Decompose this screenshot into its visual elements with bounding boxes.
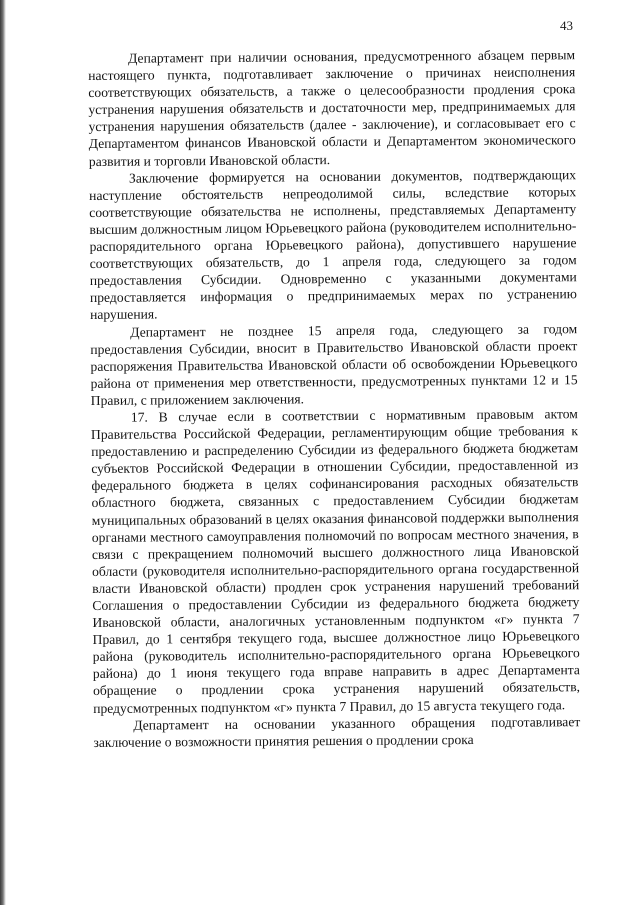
paragraph-conclusion-preparation: Департамент при наличии основания, предусмотренного абзацем первым настоящего пункта, подготавливает заключение о причинах неисполнения соответствующих обязательств, а также о целесообразности продления срока устранения нарушения обязательств и достаточности мер, предпринимаемых для устранения нарушения обязательств (далее - заключение), и согласовывает его с Департаментом финансов Ивановской области и Департаментом экономического развития и торговли Ивановской области. bbox=[88, 47, 576, 169]
paragraph-government-submission: Департамент не позднее 15 апреля года, следующего за годом предоставления Субсидии, вносит в Правительство Ивановской области проект распоряжения Правительства Ивановской области об освобождении Юрьевецкого района от применения мер ответственности, предусмотренных пунктами 12 и 15 Правил, с приложением заключения. bbox=[90, 320, 578, 408]
paragraph-conclusion-basis: Заключение формируется на основании документов, подтверждающих наступление обстоятельств непреодолимой силы, вследствие которых соответствующие обязательства не исполнены, представляемых Департаменту высшим должностным лицом Юрьевецкого района (руководителем исполнительно-распорядительного органа Юрьевецкого района), допустившего нарушение соответствующих обязательств, до 1 апреля года, следующего за годом предоставления Субсидии. Одновременно с указанными документами предоставляется информация о предпринимаемых мерах по устранению нарушения. bbox=[89, 166, 577, 323]
scan-binding-edge bbox=[0, 0, 6, 905]
paragraph-clause-17: 17. В случае если в соответствии с нормативным правовым актом Правительства Российской Федерации, регламентирующим общие требования к предоставлению и распределению Субсидии из федерального бюджета бюджетам субъектов Российской Федерации в отношении Субсидии, предоставленной из федерального бюджета в целях софинансирования расходных обязательств областного бюджета, связанных с предоставлением Субсидии бюджетам муниципальных образований в целях оказания финансовой поддержки выполнения органами местного самоуправления полномочий по вопросам местного значения, в связи с прекращением полномочий высшего должностного лица Ивановской области (руководителя исполнительно-распорядительного органа государственной власти Ивановской области) продлен срок устранения нарушений требований Соглашения о предоставлении Субсидии из федерального бюджета бюджету Ивановской области, аналогичных установленным подпунктом «г» пункта 7 Правил, до 1 сентября текущего года, высшее должностное лицо Юрьевецкого района (руководитель исполнительно-распорядительного органа Юрьевецкого района) до 1 июня текущего года вправе направить в адрес Департамента обращение о продлении срока устранения нарушений обязательств, предусмотренных подпунктом «г» пункта 7 Правил, до 15 августа текущего года. bbox=[90, 406, 581, 716]
document-body bbox=[88, 46, 580, 751]
paragraph-appeal-conclusion: Департамент на основании указанного обращения подготавливает заключение о возможности принятия решения о продлении срока bbox=[93, 713, 581, 750]
page-number: 43 bbox=[560, 18, 573, 33]
